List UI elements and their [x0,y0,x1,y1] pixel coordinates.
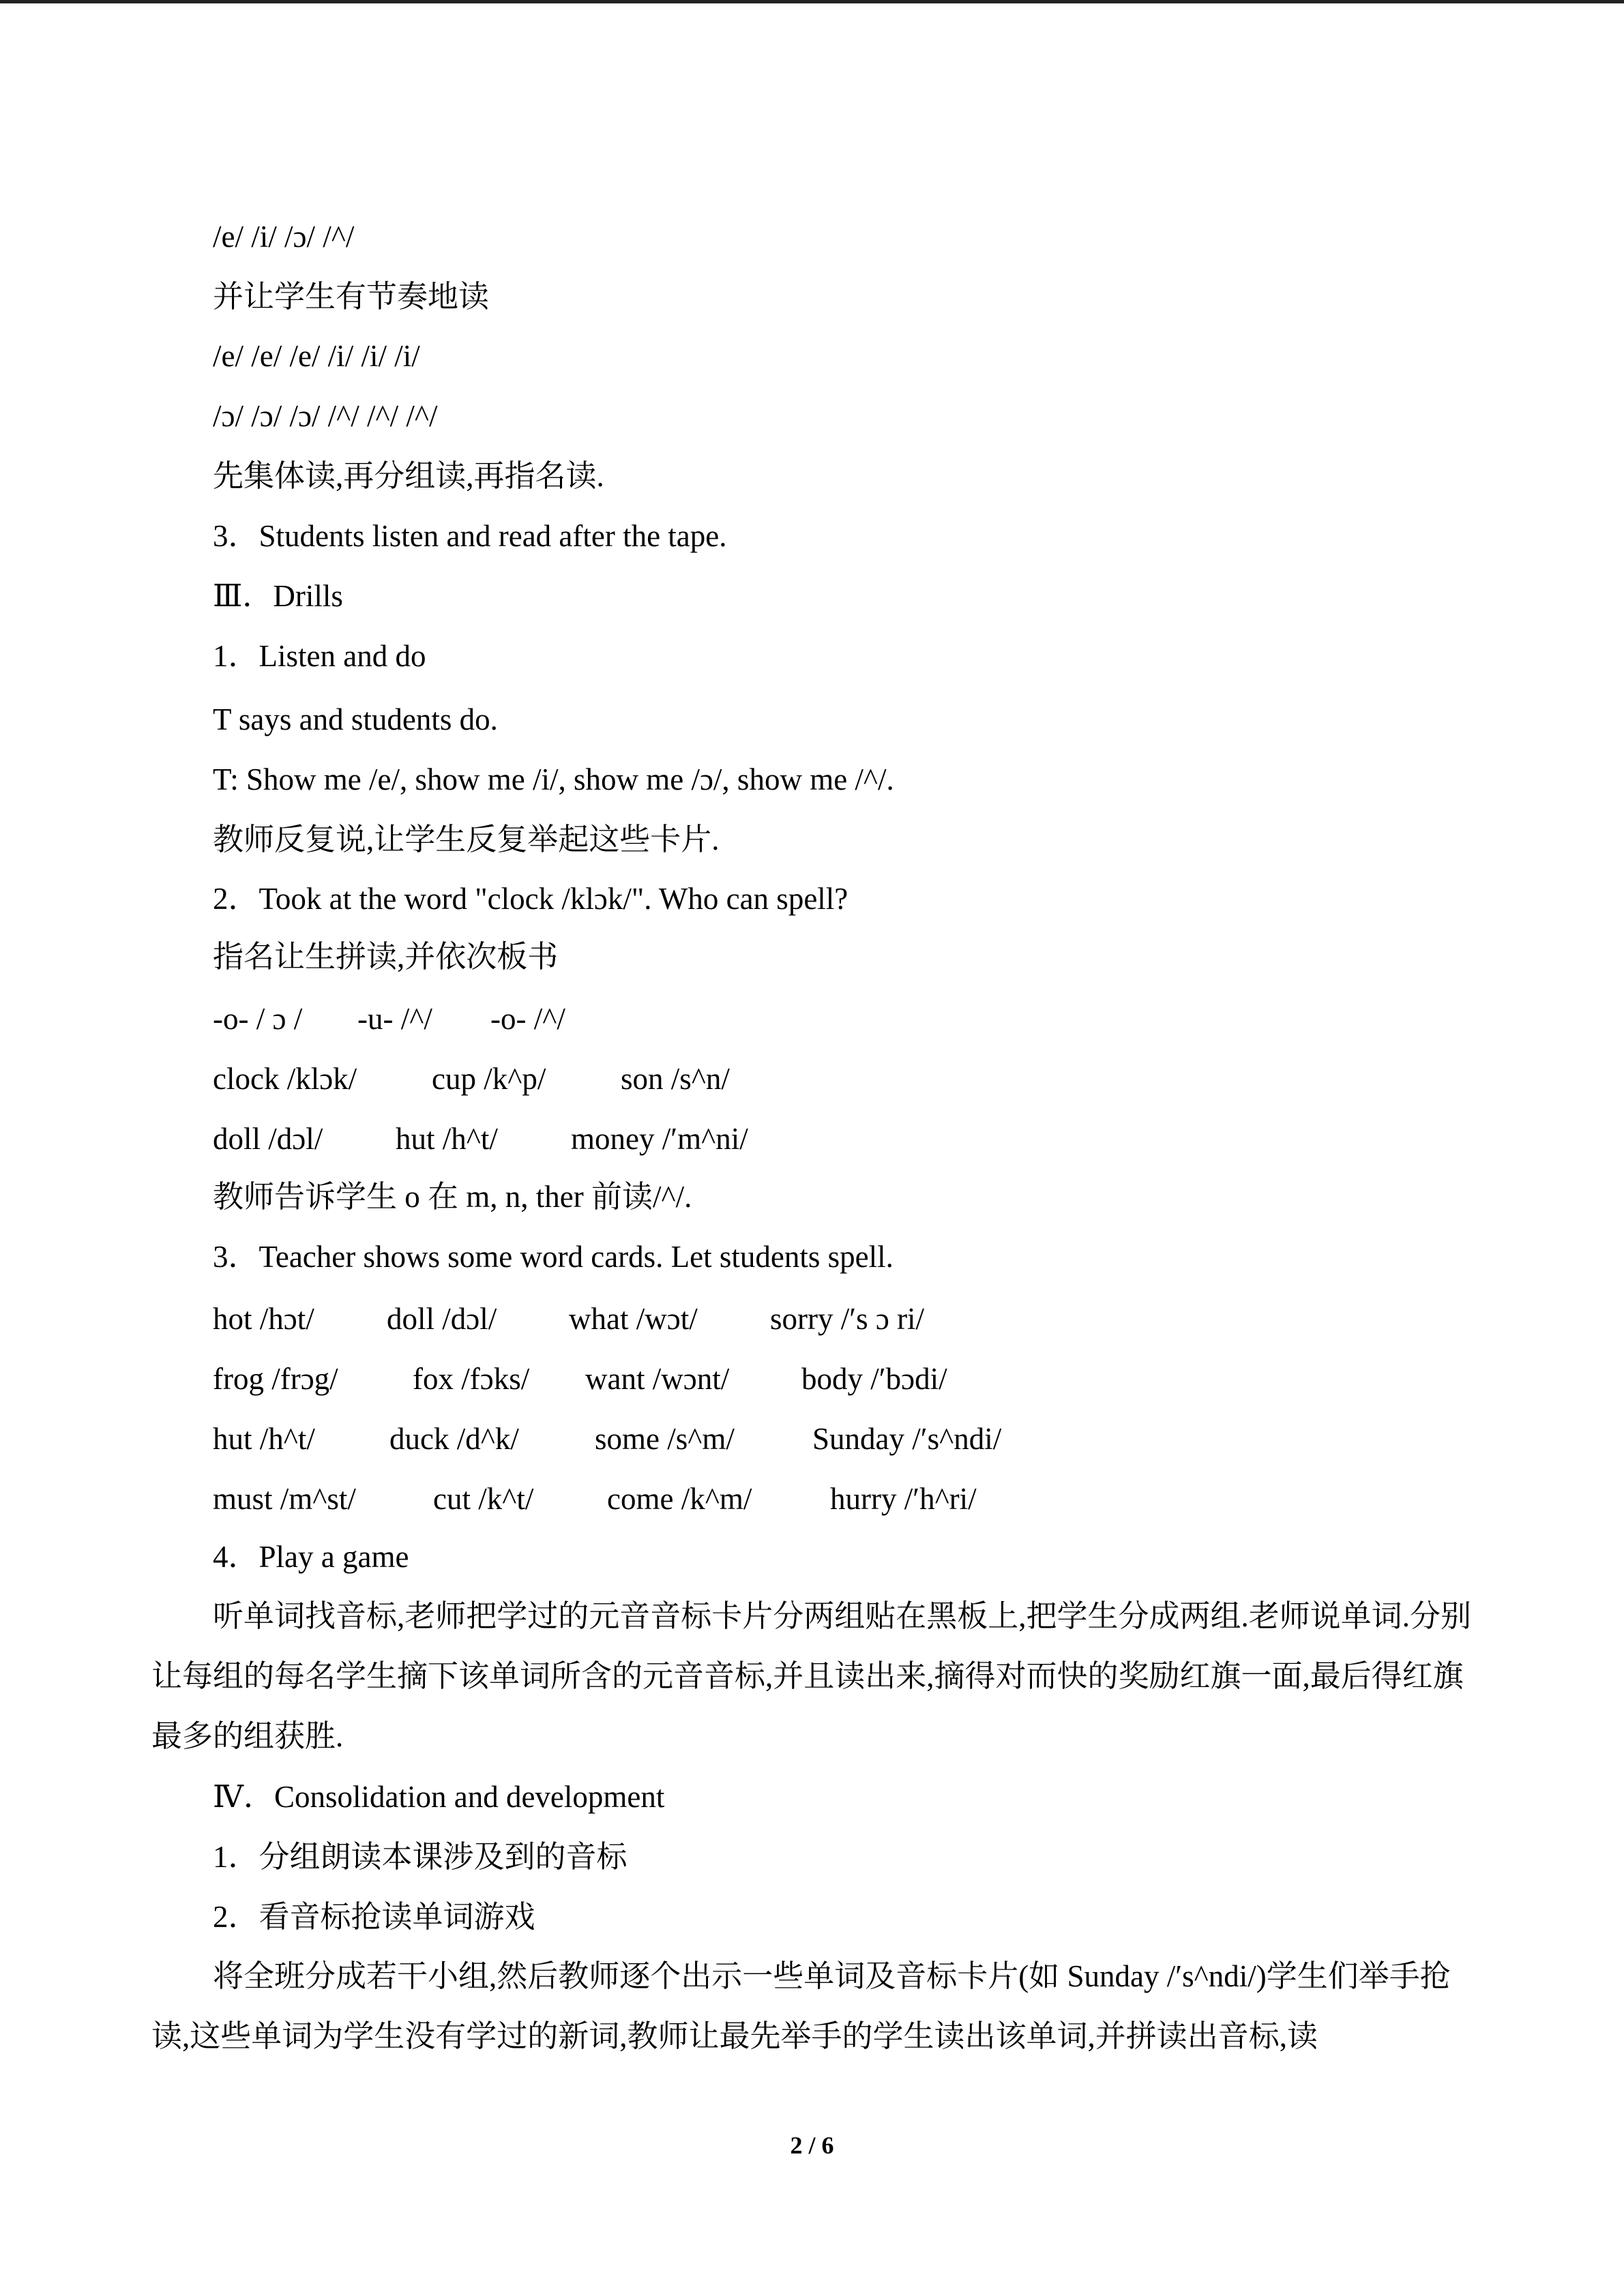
spell-cell: money /′m^ni/ [571,1122,748,1156]
word-cell: frog /frɔg/ [213,1362,338,1396]
word-cell: must /m^st/ [213,1482,356,1516]
word-cell: body /′bɔdi/ [801,1362,947,1396]
page-top-border [0,0,1624,3]
text-line: 2．Took at the word "clock /klɔk/". Who can spell? [213,882,848,916]
text-line: 1．Listen and do [213,639,426,673]
spell-cell: -o- / ɔ / [213,1002,303,1036]
spell-row [213,1118,748,1159]
text-line: T says and students do. [213,702,498,736]
text-line: /e/ /i/ /ɔ/ /^/ [213,220,355,254]
spell-row [213,998,565,1039]
final-paragraph: 将全班分成若干小组,然后教师逐个出示一些单词及音标卡片(如 Sunday /′s^ndi/)学生们举手抢读,这些单词为学生没有学过的新词,教师让最先举手的学生读出该单词,并拼读出音标,读 [151,1959,1451,2053]
text-line: 指名让生拼读,并依次板书 [213,940,559,974]
word-cell: hot /hɔt/ [213,1302,314,1336]
word-cell: doll /dɔl/ [387,1302,497,1336]
word-cell: sorry /′s ɔ ri/ [770,1302,925,1336]
spell-cell: -o- /^/ [490,1002,565,1036]
word-row [213,1418,1001,1459]
text-line: /ɔ/ /ɔ/ /ɔ/ /^/ /^/ /^/ [213,399,438,433]
spell-cell: -u- /^/ [357,1002,432,1036]
text-line: 3．Students listen and read after the tape. [213,519,727,553]
text-line: 先集体读,再分组读,再指名读. [213,459,604,493]
text-line: 3．Teacher shows some word cards. Let students spell. [213,1240,894,1274]
word-row [213,1298,924,1339]
spell-cell: hut /h^t/ [396,1122,498,1156]
word-cell: hut /h^t/ [213,1422,315,1456]
spell-row [213,1058,730,1099]
text-line: /e/ /e/ /e/ /i/ /i/ /i/ [213,339,420,373]
word-cell: Sunday /′s^ndi/ [812,1422,1002,1456]
spell-cell: son /s^n/ [621,1062,730,1096]
word-cell: want /wɔnt/ [585,1362,730,1396]
text-line: 1．分组朗读本课涉及到的音标 [213,1840,628,1874]
word-cell: some /s^m/ [595,1422,735,1456]
spell-cell: clock /klɔk/ [213,1062,357,1096]
text-line: 教师告诉学生 o 在 m, n, ther 前读/^/. [213,1180,692,1214]
section-heading: Ⅲ．Drills [213,579,343,613]
text-line: 教师反复说,让学生反复举起这些卡片. [213,822,720,856]
word-cell: fox /fɔks/ [413,1362,530,1396]
word-cell: cut /k^t/ [433,1482,534,1516]
page-number: 2 / 6 [790,2132,834,2159]
text-line: T: Show me /e/, show me /i/, show me /ɔ/, show me /^/. [213,762,894,796]
word-cell: hurry /′h^ri/ [830,1482,977,1516]
game-paragraph: 听单词找音标,老师把学过的元音音标卡片分两组贴在黑板上,把学生分成两组.老师说单词.分别让每组的每名学生摘下该单词所含的元音音标,并且读出来,摘得对而快的奖励红旗一面,最后得红旗最多的组获胜. [151,1599,1472,1753]
word-cell: come /k^m/ [607,1482,752,1516]
word-row [213,1478,977,1519]
spell-cell: doll /dɔl/ [213,1122,323,1156]
word-row [213,1358,947,1399]
text-line: 2．看音标抢读单词游戏 [213,1900,535,1934]
spell-cell: cup /k^p/ [432,1062,546,1096]
word-cell: duck /d^k/ [389,1422,519,1456]
word-cell: what /wɔt/ [569,1302,698,1336]
text-line: 并让学生有节奏地读 [213,280,490,314]
text-line: 4．Play a game [213,1540,409,1574]
section-heading: Ⅳ．Consolidation and development [213,1780,665,1814]
